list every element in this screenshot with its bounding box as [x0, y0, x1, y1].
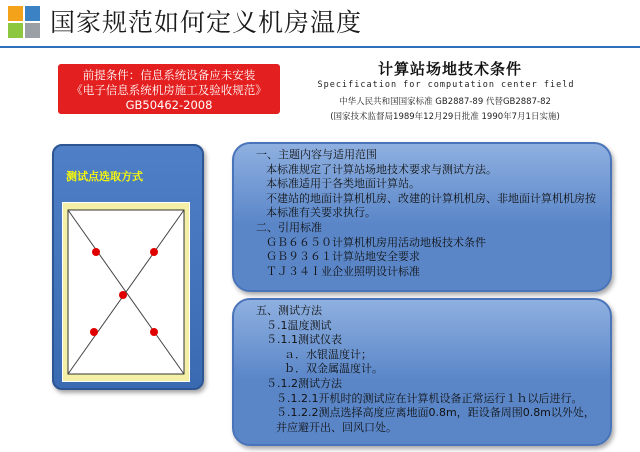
test-point-diagram	[62, 202, 190, 382]
section-b-line-3: ａ．水银温度计；	[284, 347, 372, 361]
note-line-1: 前提条件：信息系统设备应未安装	[82, 68, 256, 82]
document-standard: 中华人民共和国国家标准 GB2887-89 代替GB2887-82	[339, 97, 551, 107]
document-subtitle: Specification for computation center field	[317, 80, 575, 90]
note-line-3: GB50462-2008	[125, 98, 213, 112]
section-b-heading: 五、测试方法	[256, 304, 322, 317]
test-point-center	[119, 291, 127, 299]
page-title: 国家规范如何定义机房温度	[50, 8, 363, 37]
scope-and-references-panel	[232, 142, 612, 292]
section-b-line-5: ５.1.2测试方法	[266, 376, 342, 390]
section-a-heading-1: 一、主题内容与适用范围	[256, 148, 377, 161]
logo-square-gray	[25, 23, 40, 38]
test-point-bottom-right	[150, 328, 158, 336]
section-b-line-2: ５.1.1测试仪表	[266, 333, 342, 347]
section-b-line-1: ５.1温度测试	[266, 318, 332, 332]
section-b-line-6: ５.1.2.1开机时的测试应在计算机设备正常运行１ｈ以后进行。	[276, 391, 583, 405]
test-point-top-left	[92, 248, 100, 256]
document-title: 计算站场地技术条件	[377, 60, 522, 78]
document-approval: (国家技术监督局1989年12月29日批准 1990年7月1日实施)	[330, 112, 560, 122]
section-a-ref-3: ＴＪ３４Ｉ业企业照明设计标准	[266, 264, 420, 278]
logo-square-orange	[8, 6, 23, 21]
test-method-panel	[232, 298, 612, 446]
title-divider	[0, 46, 640, 48]
section-b-line-4: ｂ．双金属温度计。	[284, 362, 383, 376]
section-a-line-1: 本标准规定了计算站场地技术要求与测试方法。	[266, 162, 497, 176]
test-point-label: 测试点选取方式	[66, 170, 143, 183]
section-a-ref-2: ＧＢ９３６１计算站地安全要求	[266, 250, 420, 264]
section-a-ref-1: ＧＢ６６５０计算机机房用活动地板技术条件	[266, 235, 486, 249]
logo	[8, 6, 42, 40]
section-a-line-2: 本标准适用于各类地面计算站。	[266, 177, 420, 191]
section-a-line-3: 不建站的地面计算机机房、改建的计算机机房、非地面计算机机房按本标准有关要求执行。	[266, 191, 596, 220]
section-a-heading-2: 二、引用标准	[256, 220, 322, 234]
test-point-bottom-left	[90, 328, 98, 336]
logo-square-green	[8, 23, 23, 38]
prerequisite-note	[58, 64, 280, 114]
test-point-top-right	[150, 248, 158, 256]
logo-square-blue	[25, 6, 40, 21]
note-line-2: 《电子信息系统机房施工及验收规范》	[71, 83, 267, 97]
section-b-line-7: ５.1.2.2测点选择高度应离地面0.8m，距设备周围0.8m以外处，并应避开出、回风口处。	[276, 406, 595, 434]
